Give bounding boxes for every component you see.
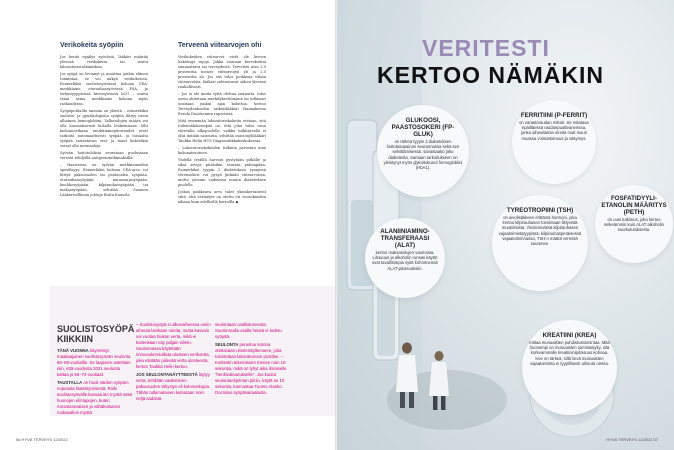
article2-body: Verikokeiden viitearvot eivät ole kiveen hakattuja rajoja. Jokka suuraan kerroksittai suunnattava tai terveydestä. Terveistä noin 2,5 prosenttia menee viitearvojen yli ja 2,5 prosenttia ali. Jos siis tulos poikkeaa vähän viitearvoista, lääkäri suhtautuvat siihen yleensä rauhallisesti. – Jos ei ole muita syitä olettaa sairautta, tulos usein ohitetaan merkityksettömänä tai tutkimus uusitaan jonkin ajan kuluttua, kertoo Terveydenhoidon erikoislääkäri Hannakeena Eerola Duodecimin raportissa. Mitä enemmän laboratoriokokeita otetaan, sitä todennäköisempää on, että joku tulos osuu viitevälin ulkopuolelle, vaikka tutkittavalla ei olisi mitään sairautta, sehittää osastonylilääkäri Taukka Helin HUS Diagnostiikkakeskuksesta. – Laboratoriokokeiden tulkinta perustuu aina kokonaisuuteen. Yhdellä testillä harvoin pystytään pitkälle ja siksi arvoja pitäisikin seurata pidempään. Esimerkiksi tyypin 2 diabeteksen synnyssä verensokeri voi pysyä pitkään viitearvoissa, mutta joissain vaiheessa muuta diabeteksen puolelle. Joskus poikkeava arvo tulee yksinkertaisesti siitä, että verinäyte on otettu eri vuorokauden aikaan kuin edellisillä kerroilla ◆ — [178, 55, 266, 204]
bubble-alat: ALANIINIAMINO-TRANSFERAASI (ALAT) kertoo maksasolujen vaurioista. Lihavuus ja alkoholin runsas käyttö ovat tavallisimpia syitä kohonneisiin ALAT-pitoisuuksiin. — [365, 218, 445, 298]
article2-title: Terveenä viitearvojen ohi — [178, 42, 262, 49]
article1-title: Verikokeita syöpiin — [60, 42, 124, 49]
box-col-3: seulontaan osallistuneesta. Suurimmalla osalla heistä ei todetu syöpää. SEULONTA perustuu kotona otettavaan ulostenäytteeseen, joka toimitetaan laboratorioon postitse. – Kotitestin tekemiseen menee noin 10 sekuntia, mikä on lyhyt aika ilmaiselle "henkivakuutukselle". Jos kuulut seulontaohjelman piiriin, käytä se 10 sekuntia, kannustaa Tuomo Alanko Docrates syöpäsairaalasta. — [215, 322, 287, 395]
left-footer: 56 HYVÄ TERVEYS 12/2022 — [16, 437, 68, 442]
headline-veritesti: VERITESTI — [422, 35, 550, 61]
right-page — [337, 0, 674, 450]
bubble-kreatiini: KREATIINI (KREA) mittaa munuaisten puhdistustoimintaa. Mitä huonompi on munuaisten toimintakyky, sitä korkeammalle kreatiininipitoisuus kohoaa. Koe on tärkeä, sillä lievä munuaisten vajaatoiminta ei tyypillisesti aiheuta oireita. — [522, 320, 617, 415]
box-title: SUOLISTOSYÖPÄ KIIKKIIN — [57, 324, 135, 344]
box-col-1: TÄNÄ VUONNA käynnistyi maailaajuinen suolistosyövän seulonta 60–68-vuotiaille. Se laajenee asteittain niin, että vuodesta 2031 seulonta kattaa jo 56–74-vuotiaat. TAUSTALLA on huoli näiden syöpien nopeasta lisääntymisestä. Riski suolistosyövälle kasvaa iän myötä sekä huonojen elintapojen, kuten runsasrasvaisen ja vähäkuituisen ruokavalion myötä. — [57, 348, 132, 415]
right-footer: HYVÄ TERVEYS 12/2022 57 — [606, 437, 658, 442]
box-col-2: – Suolistosyöpä ei alkuvaiheessa usein aiheuta lainkaan oireita, mutta kasvain voi vuotaa hiukan verta, mikä ei kuitenkaan näy paljain silmin. Seulonnassa käytetään immunokemiallista ulosteen verikoetta, joka etsitään piilevää verta ulosteesta, kertoo Taukka Helin kertoo. JOS SEULONTANÄYTTEESTÄ löytyy verta, tehdään vaaleminen paksusuolen tähystys eli kolonoskopia. Tähän tutkimukseen kutsutaan noin neljä sadasta — [136, 322, 211, 401]
headline-kertoo-namakin: KERTOO NÄMÄKIN — [377, 62, 604, 88]
bubble-tsh: TYREOTROPIINI (TSH) on aivolisäkkeen erittämä hormoni, joka kertoo kilpirauhasen toimintaan liittyvistä muutoksista. Yleisimmässä kilpirauhasen vajaatoimintatyypissä, kilpirauhasperäisessä vajaatoiminnassa, TSH:n määrä veressä suurenee. — [492, 195, 588, 291]
bubble-fosfatidyylietanoli: FOSFATIDYYLI-ETANOLIN MÄÄRITYS (PETH) on uusi tutkimus, joka kertoo selkeämmin kuin ALAT alkoholin suurkulutuksesta. — [595, 185, 673, 263]
bubble-glukoosi: GLUKOOSI, PAASTOSOKERI (FP-GLUK) on tärkeä tyypin 2 diabeteksen hoitotasapainon seurannassa sekä sen selvittämisessä, sairastaako joku diabetesta. Samaan tarkoitukseen on yleistynyt myös glykoitoitunut hemoglobiini (HbA1). — [377, 105, 469, 197]
bubble-ferritiini: FERRITIINI (P-FERRIT) on varastoraudan mittari. Se mitataan epäiltäessä raudanpuutteanemiaa, jonka aiheuttamia oireita ovat muun muassa voimattomuus ja väsymys. — [512, 100, 596, 184]
article1-body: Jos herää epäilys syövästä, lääkäri määrää yleensä verikokeita tai muita laboratoriotutkimuksia. Jos syöpä on levinnyt ja muuttaa jonkin elimen toimintaa, se voi näkyä verikokeissa. Esimerkiksi suolistosyövässä kohoaa CEA-merkkiaine, eturauhassyövässä PSA, ja tietyntyyppisissä kivessyövissä hCG – mutta tämä sama merkkiaine kohoaa myös raskaudessa. Syöpäpotilailla anemia on yleistä – esimerkiksi suolisto- ja gynekologisiin syöpiin liittyy usein alhainen hemoglobiini. Valkosolujen määrä voi olla huomattavasti koholla leukemiassa. Silti kohonneetkaan merkkiainepitoisuudet eivät tarkoita automaattisesti syöpää, ja toisaalta syöpää sairastavan veri- ja muut kokeetkin voivat olla normaaleja. Syövän hoitotuloksia seurataan puolestaan verestä tehdyillä antigeenitutkimuksilla. – Haasteena on syövän merkkiaineiden spesifisyys. Esimerkiksi kohoaa CEA-arvo voi liittyä paksusuolen tai peräsuolen syöpään, eturauhassyöpään, munasarjasyöpään, keuhkosyöpään, kilpirauhassyöpään tai maksasyöpään, sehittää Suomen Lääkeriselliinen johtaja Butta Kuusela. — [60, 55, 148, 197]
